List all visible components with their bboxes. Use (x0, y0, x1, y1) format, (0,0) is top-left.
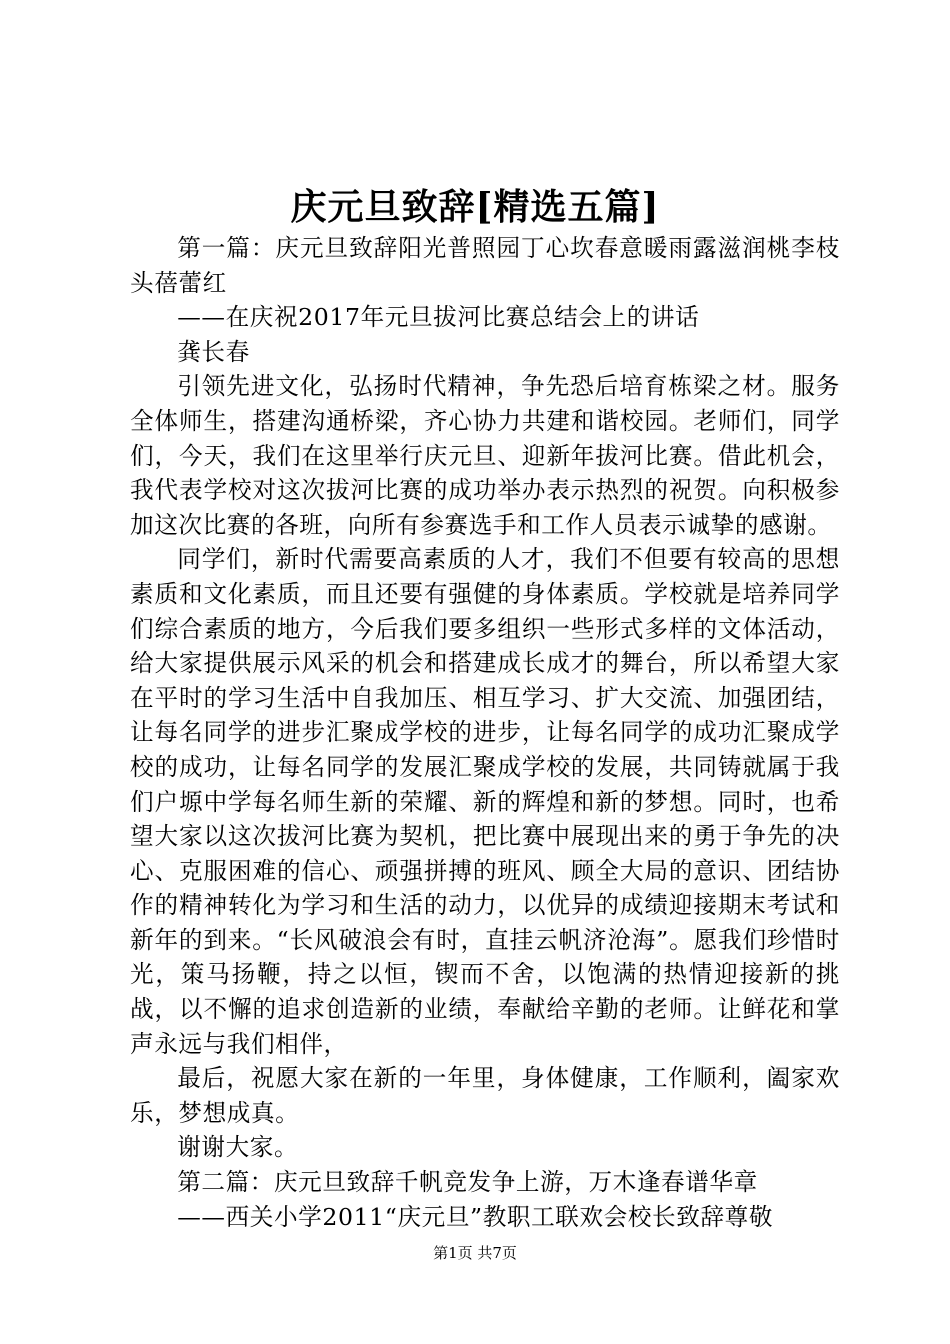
paragraph-opening: 引领先进文化，弘扬时代精神，争先恐后培育栋梁之材。服务全体师生，搭建沟通桥梁，齐心协力共建和谐校园。老师们，同学们，今天，我们在这里举行庆元旦、迎新年拔河比赛。借此机会，我代表学校对这次拔河比赛的成功举办表示热烈的祝贺。向积极参加这次比赛的各班，向所有参赛选手和工作人员表示诚挚的感谢。 (130, 372, 840, 539)
paragraph-main: 同学们，新时代需要高素质的人才，我们不但要有较高的思想素质和文化素质，而且还要有强健的身体素质。学校就是培养同学们综合素质的地方，今后我们要多组织一些形式多样的文体活动，给大家提供展示风采的机会和搭建成长成才的舞台，所以希望大家在平时的学习生活中自我加压、相互学习、扩大交流、加强团结，让每名同学的进步汇聚成学校的进步，让每名同学的成功汇聚成学校的成功，让每名同学的发展汇聚成学校的发展，共同铸就属于我们户塬中学每名师生新的荣耀、新的辉煌和新的梦想。同时，也希望大家以这次拔河比赛为契机，把比赛中展现出来的勇于争先的决心、克服困难的信心、顽强拼搏的班风、顾全大局的意识、团结协作的精神转化为学习和生活的动力，以优异的成绩迎接期末考试和新年的到来。“长风破浪会有时，直挂云帆济沧海”。愿我们珍惜时光，策马扬鞭，持之以恒，锲而不舍，以饱满的热情迎接新的挑战，以不懈的追求创造新的业绩，奉献给辛勤的老师。让鲜花和掌声永远与我们相伴， (130, 545, 840, 1058)
paragraph-thanks: 谢谢大家。 (177, 1133, 299, 1162)
document-title: 庆元旦致辞[精选五篇] (290, 186, 660, 228)
paragraph-subtitle: ——在庆祝2017年元旦拔河比赛总结会上的讲话 (177, 303, 700, 332)
document-body (130, 231, 840, 1234)
paragraph-closing-wishes: 最后，祝愿大家在新的一年里，身体健康，工作顺利，阖家欢乐，梦想成真。 (130, 1064, 840, 1127)
paragraph-first-article-heading: 第一篇：庆元旦致辞阳光普照园丁心坎春意暖雨露滋润桃李枝头蓓蕾红 (130, 234, 840, 297)
paragraph-second-article-heading: 第二篇：庆元旦致辞千帆竞发争上游，万木逢春谱华章 (177, 1168, 758, 1197)
page-number: 第1页 共7页 (433, 1244, 517, 1262)
paragraph-author: 龚长春 (177, 337, 250, 366)
paragraph-second-article-subtitle: ——西关小学2011“庆元旦”教职工联欢会校长致辞尊敬 (177, 1202, 774, 1231)
